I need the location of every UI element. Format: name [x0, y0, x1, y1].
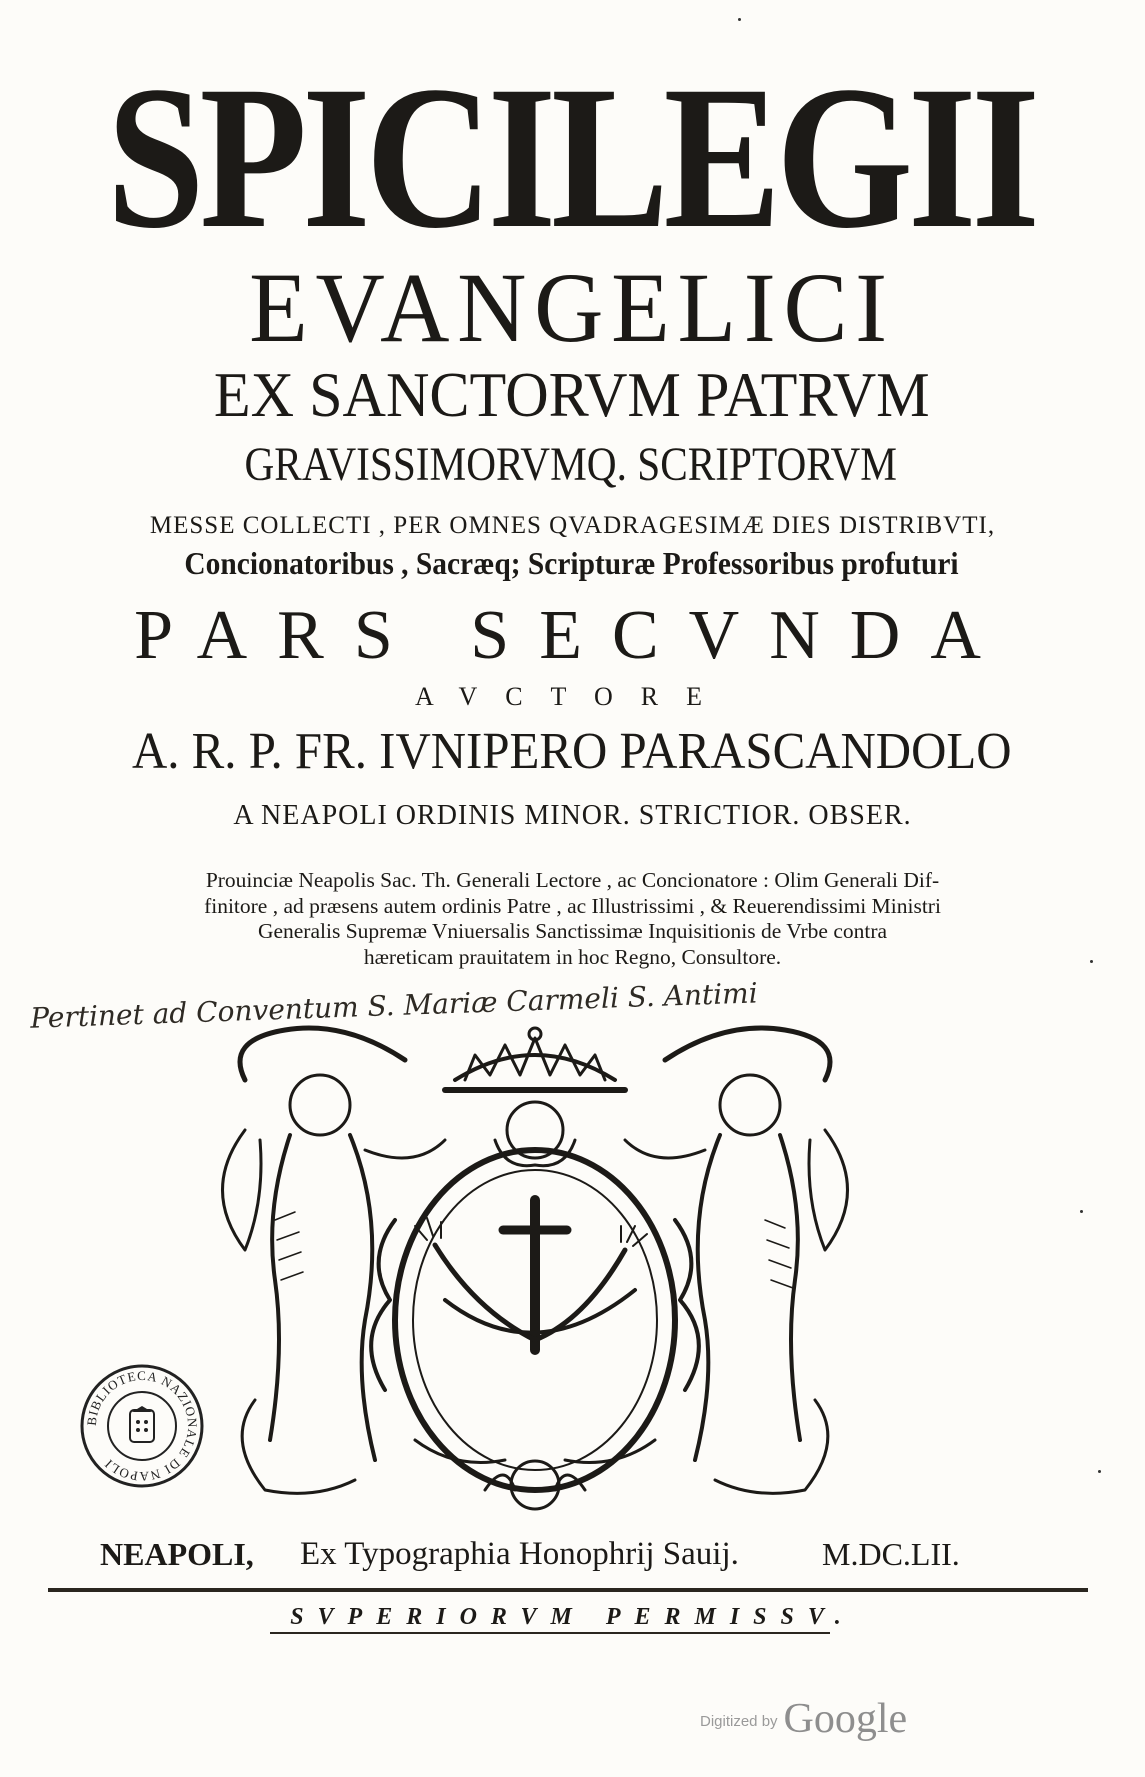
- library-stamp: [78, 1362, 206, 1490]
- imprint-printer: Ex Typographia Honophrij Sauij.: [300, 1536, 739, 1572]
- ink-speck: [738, 18, 741, 21]
- rule-lower: [270, 1632, 830, 1634]
- imprint-year: M.DC.LII.: [822, 1536, 960, 1572]
- description-line: Prouinciæ Neapolis Sac. Th. Generali Lectore , ac Concionatore : Olim Generali Dif-: [205, 868, 940, 892]
- title-line-ex-sanctorum: EX SANCTORVM PATRVM: [213, 359, 930, 430]
- author-name: A. R. P. FR. IVNIPERO PARASCANDOLO: [131, 723, 1012, 780]
- svg-text:BIBLIOTECA NAZIONALE DI NAPOLI: [84, 1368, 200, 1484]
- description-line: hæreticam prauitatem in hoc Regno, Consultore.: [363, 944, 782, 969]
- description-line: finitore , ad præsens autem ordinis Patre , ac Illustrissimi , & Reuerendissimi Ministri: [204, 893, 941, 918]
- handwritten-ownership-note: Pertinet ad Conventum S. Mariæ Carmeli S. Antimi: [29, 976, 759, 1035]
- google-logo: Google: [783, 1696, 908, 1742]
- title-line-spicilegii: SPICILEGII: [106, 44, 1035, 271]
- ink-speck: [1090, 960, 1093, 963]
- title-line-evangelici: EVANGELICI: [249, 252, 895, 363]
- rule-upper: [48, 1588, 1088, 1592]
- title-line-concionatoribus: Concionatoribus , Sacræq; Scripturæ Professoribus profuturi: [184, 545, 959, 581]
- ink-speck: [1080, 1210, 1083, 1213]
- author-description: [80, 868, 1065, 970]
- title-line-messe-collecti: MESSE COLLECTI , PER OMNES QVADRAGESIMÆ DIES DISTRIBVTI,: [149, 512, 996, 539]
- digitized-by-google-watermark: [700, 1695, 907, 1743]
- stamp-text: BIBLIOTECA NAZIONALE DI NAPOLI: [83, 1367, 201, 1485]
- title-line-gravissimorum: GRAVISSIMORVMQ. SCRIPTORVM: [244, 438, 898, 491]
- imprint-city: NEAPOLI,: [100, 1536, 254, 1572]
- part-heading: PARS SECVNDA: [134, 597, 1011, 674]
- permission-line: SVPERIORVM PERMISSV.: [290, 1604, 855, 1630]
- digitized-by-label: Digitized by: [700, 1713, 778, 1730]
- woodcut-emblem: [205, 1020, 865, 1515]
- author-order: A NEAPOLI ORDINIS MINOR. STRICTIOR. OBSER.: [233, 800, 912, 831]
- description-line: Generalis Supremæ Vniuersalis Sanctissimæ Inquisitionis de Vrbe contra: [257, 919, 888, 943]
- ink-speck: [1098, 1470, 1101, 1473]
- auctore-label: AVCTORE: [415, 682, 730, 711]
